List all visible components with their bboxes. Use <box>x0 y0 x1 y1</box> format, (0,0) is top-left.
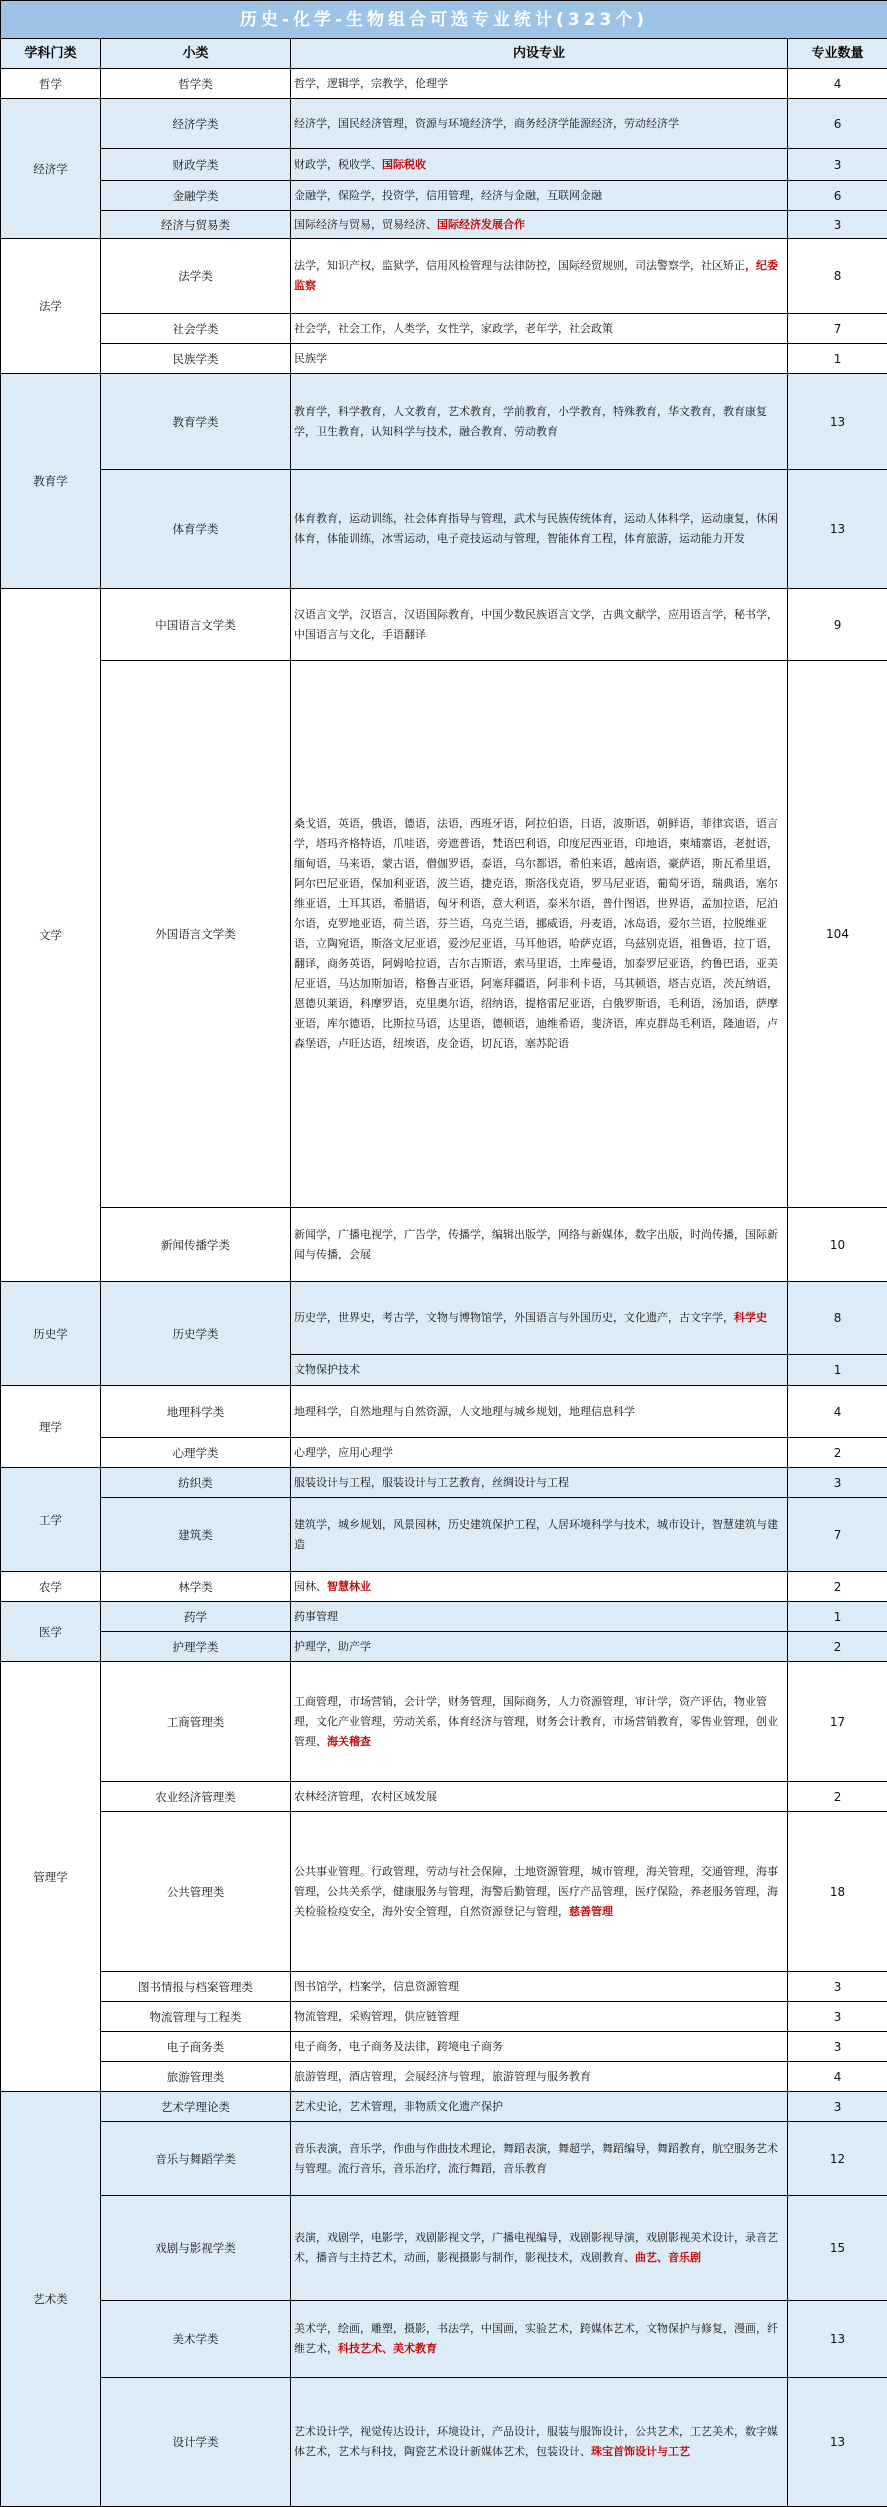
table-row <box>1 1438 887 1468</box>
subcategory-cell: 心理学类 <box>101 1438 291 1468</box>
majors-cell <box>291 1572 788 1602</box>
majors-text: 哲学，逻辑学，宗教学，伦理学 <box>294 77 448 90</box>
majors-text: 民族学 <box>294 352 327 365</box>
table-row <box>1 470 887 589</box>
majors-cell <box>291 99 788 149</box>
subcategory-cell: 药学 <box>101 1602 291 1632</box>
count-cell: 3 <box>788 211 887 239</box>
majors-cell <box>291 149 788 181</box>
table-row <box>1 2378 887 2507</box>
count-cell: 1 <box>788 344 887 374</box>
table-row <box>1 99 887 149</box>
subcategory-cell: 新闻传播学类 <box>101 1208 291 1282</box>
majors-text: 汉语言文学，汉语言，汉语国际教育，中国少数民族语言文学，古典文献学，应用语言学，秘书学，中国语言与文化，手语翻译 <box>294 608 778 641</box>
table-row <box>1 661 887 1208</box>
majors-cell <box>291 2092 788 2122</box>
subcategory-cell: 外国语言文学类 <box>101 661 291 1208</box>
majors-text: 体育教育，运动训练，社会体育指导与管理，武术与民族传统体育，运动人体科学，运动康复，休闲体育，体能训练，冰雪运动，电子竞技运动与管理，智能体育工程，体育旅游，运动能力开发 <box>294 512 778 545</box>
count-cell: 4 <box>788 69 887 99</box>
subcategory-cell: 经济学类 <box>101 99 291 149</box>
subcategory-cell: 历史学类 <box>101 1282 291 1386</box>
subcategory-cell: 图书情报与档案管理类 <box>101 1972 291 2002</box>
majors-text: 金融学，保险学，投资学，信用管理，经济与金融，互联网金融 <box>294 189 602 202</box>
majors-cell <box>291 1662 788 1782</box>
majors-cell <box>291 1282 788 1355</box>
majors-cell <box>291 344 788 374</box>
majors-cell <box>291 1208 788 1282</box>
category-cell: 工学 <box>1 1468 101 1572</box>
majors-cell <box>291 314 788 344</box>
majors-text: 服装设计与工程，服装设计与工艺教育，丝绸设计与工程 <box>294 1476 569 1489</box>
subcategory-cell: 建筑类 <box>101 1498 291 1572</box>
count-cell: 4 <box>788 1386 887 1438</box>
table-row <box>1 1498 887 1572</box>
count-cell: 3 <box>788 149 887 181</box>
majors-text: 新闻学，广播电视学，广告学，传播学，编辑出版学，网络与新媒体，数字出版，时尚传播，国际新闻与传播，会展 <box>294 1228 778 1261</box>
majors-cell <box>291 2301 788 2378</box>
count-cell: 4 <box>788 2062 887 2092</box>
category-cell: 艺术类 <box>1 2092 101 2507</box>
majors-text: 艺术设计学，视觉传达设计，环境设计，产品设计，服装与服饰设计，公共艺术，工艺美术，数字媒体艺术，艺术与科技，陶瓷艺术设计新媒体艺术，包装设计、 <box>294 2425 778 2458</box>
count-cell: 9 <box>788 589 887 661</box>
table-row <box>1 1632 887 1662</box>
table-row <box>1 2002 887 2032</box>
count-cell: 13 <box>788 2378 887 2507</box>
majors-text: 表演，戏剧学，电影学，戏剧影视文学，广播电视编导，戏剧影视导演，戏剧影视美术设计，录音艺术，播音与主持艺术，动画，影视摄影与制作，影视技术，戏剧教育、 <box>294 2231 778 2264</box>
majors-cell <box>291 181 788 211</box>
majors-cell <box>291 1386 788 1438</box>
table-row <box>1 149 887 181</box>
column-header-count: 专业数量 <box>788 39 887 69</box>
count-cell: 7 <box>788 314 887 344</box>
count-cell: 13 <box>788 470 887 589</box>
new-major-highlight: 海关稽查 <box>327 1735 371 1748</box>
count-cell: 3 <box>788 2032 887 2062</box>
table-row <box>1 374 887 470</box>
majors-cell <box>291 1355 788 1386</box>
category-cell: 理学 <box>1 1386 101 1468</box>
count-cell: 17 <box>788 1662 887 1782</box>
majors-text: 公共事业管理。行政管理，劳动与社会保障，土地资源管理，城市管理，海关管理，交通管理，海事管理，公共关系学，健康服务与管理，海警后勤管理，医疗产品管理，医疗保险，养老服务管理，海关检验检疫安全，海外安全管理，自然资源登记与管理， <box>294 1865 778 1918</box>
majors-cell <box>291 1468 788 1498</box>
majors-cell <box>291 1782 788 1812</box>
category-cell: 法学 <box>1 239 101 374</box>
table-row <box>1 2122 887 2196</box>
subcategory-cell: 电子商务类 <box>101 2032 291 2062</box>
count-cell: 13 <box>788 2301 887 2378</box>
count-cell: 2 <box>788 1782 887 1812</box>
majors-cell <box>291 2122 788 2196</box>
table-row <box>1 181 887 211</box>
subcategory-cell: 设计学类 <box>101 2378 291 2507</box>
majors-text: 园林、 <box>294 1580 327 1593</box>
subcategory-cell: 中国语言文学类 <box>101 589 291 661</box>
majors-cell <box>291 2002 788 2032</box>
majors-cell <box>291 2378 788 2507</box>
majors-text: 社会学，社会工作，人类学，女性学，家政学，老年学，社会政策 <box>294 322 613 335</box>
table-row <box>1 1208 887 1282</box>
majors-text: 历史学，世界史，考古学，文物与博物馆学，外国语言与外国历史，文化遗产，古文字学， <box>294 1311 734 1324</box>
table-row <box>1 239 887 314</box>
subcategory-cell: 戏剧与影视学类 <box>101 2196 291 2301</box>
majors-text: 工商管理，市场营销，会计学，财务管理，国际商务，人力资源管理，审计学，资产评估，物业管理，文化产业管理，劳动关系，体育经济与管理，财务会计教育，市场营销教育，零售业管理，创业管理、 <box>294 1695 778 1748</box>
table-row <box>1 1662 887 1782</box>
table-row <box>1 589 887 661</box>
category-cell: 哲学 <box>1 69 101 99</box>
table-row <box>1 344 887 374</box>
subcategory-cell: 工商管理类 <box>101 1662 291 1782</box>
new-major-highlight: ，纪委监察 <box>294 259 778 292</box>
majors-text: 图书馆学，档案学，信息资源管理 <box>294 1980 459 1993</box>
category-cell: 医学 <box>1 1602 101 1662</box>
category-cell: 历史学 <box>1 1282 101 1386</box>
majors-text: 法学，知识产权，监狱学，信用风检管理与法律防控，国际经贸规则，司法警察学，社区矫正 <box>294 259 745 272</box>
new-major-highlight: 智慧林业 <box>327 1580 371 1593</box>
new-major-highlight: 慈善管理 <box>569 1905 613 1918</box>
majors-cell <box>291 211 788 239</box>
count-cell: 18 <box>788 1812 887 1972</box>
subcategory-cell: 哲学类 <box>101 69 291 99</box>
category-cell: 经济学 <box>1 99 101 239</box>
count-cell: 8 <box>788 1282 887 1355</box>
table-row <box>1 1782 887 1812</box>
category-cell: 管理学 <box>1 1662 101 2092</box>
subcategory-cell: 艺术学理论类 <box>101 2092 291 2122</box>
count-cell: 6 <box>788 181 887 211</box>
category-cell: 农学 <box>1 1572 101 1602</box>
subcategory-cell: 农业经济管理类 <box>101 1782 291 1812</box>
majors-cell <box>291 1812 788 1972</box>
table-row <box>1 1972 887 2002</box>
new-major-highlight: 曲艺、音乐剧 <box>635 2251 701 2264</box>
new-major-highlight: 科技艺术、美术教育 <box>338 2342 437 2355</box>
new-major-highlight: 科学史 <box>734 1311 767 1324</box>
subcategory-cell: 教育学类 <box>101 374 291 470</box>
majors-text: 药事管理 <box>294 1610 338 1623</box>
subcategory-cell: 经济与贸易类 <box>101 211 291 239</box>
majors-text: 财政学，税收学、 <box>294 158 382 171</box>
majors-text: 心理学，应用心理学 <box>294 1446 393 1459</box>
majors-text: 地理科学，自然地理与自然资源，人文地理与城乡规划，地理信息科学 <box>294 1405 635 1418</box>
new-major-highlight: 国际经济发展合作 <box>437 218 525 231</box>
subcategory-cell: 护理学类 <box>101 1632 291 1662</box>
new-major-highlight: 珠宝首饰设计与工艺 <box>591 2445 690 2458</box>
majors-text: 教育学，科学教育，人文教育，艺术教育，学前教育，小学教育，特殊教育，华文教育，教育康复学，卫生教育，认知科学与技术，融合教育、劳动教育 <box>294 405 767 438</box>
count-cell: 3 <box>788 2092 887 2122</box>
majors-cell <box>291 1632 788 1662</box>
majors-text: 美术学，绘画，雕塑，摄影，书法学，中国画，实验艺术，跨媒体艺术，文物保护与修复，漫画，纤维艺术， <box>294 2322 778 2355</box>
subcategory-cell: 民族学类 <box>101 344 291 374</box>
majors-text: 音乐表演，音乐学，作曲与作曲技术理论，舞蹈表演，舞超学，舞蹈编导，舞蹈教育，航空服务艺术与管理。流行音乐，音乐治疗，流行舞蹈，音乐教育 <box>294 2142 778 2175</box>
table-row <box>1 2062 887 2092</box>
majors-text: 艺术史论，艺术管理，非物质文化遗产保护 <box>294 2100 503 2113</box>
count-cell: 3 <box>788 1972 887 2002</box>
table-body <box>1 69 887 2507</box>
column-header-subcategory: 小类 <box>101 39 291 69</box>
count-cell: 10 <box>788 1208 887 1282</box>
subcategory-cell: 法学类 <box>101 239 291 314</box>
majors-text: 桑戈语，英语，俄语，德语，法语，西班牙语，阿拉伯语，日语，波斯语，朝鲜语，菲律宾语，语言学，塔玛齐格特语，爪哇语，旁遮普语，梵语巴利语，印度尼西亚语，印地语，柬埔寨语，老挝语，缅甸语，马来语，蒙古语，僧伽罗语，泰语，乌尔都语，希伯来语，越南语，豪萨语，斯瓦希里语，阿尔巴尼亚语，保加利亚语，波兰语，捷克语，斯洛伐克语，罗马尼亚语，葡萄牙语，瑞典语，塞尔维亚语，土耳其语，希腊语，匈牙利语，意大利语，泰米尔语，普什图语，世界语，孟加拉语，尼泊尔语，克罗地亚语，荷兰语，芬兰语，乌克兰语，挪威语，丹麦语，冰岛语，爱尔兰语，拉脱维亚语，立陶宛语，斯洛文尼亚语，爱沙尼亚语，马耳他语，哈萨克语，乌兹别克语，祖鲁语，拉丁语，翻译，商务英语，阿姆哈拉语，吉尔吉斯语，索马里语，土库曼语，加泰罗尼亚语，约鲁巴语，亚美尼亚语，马达加斯加语，格鲁吉亚语，阿塞拜疆语，阿非利卡语，马其顿语，塔吉克语，茨瓦纳语，恩德贝莱语，科摩罗语，克里奥尔语，绍纳语，提格雷尼亚语，白俄罗斯语，毛利语，汤加语，萨摩亚语，库尔德语，比斯拉马语，达里语，德顿语，迪维希语，斐济语，库克群岛毛利语，隆迪语，卢森堡语，卢旺达语，纽埃语，皮金语，切瓦语，塞苏陀语 <box>294 817 778 1050</box>
majors-cell <box>291 2196 788 2301</box>
table-row <box>1 1386 887 1438</box>
count-cell: 7 <box>788 1498 887 1572</box>
count-cell: 1 <box>788 1355 887 1386</box>
table-title: 历史-化学-生物组合可选专业统计(323个) <box>1 1 887 39</box>
new-major-highlight: 国际税收 <box>382 158 426 171</box>
majors-text: 农林经济管理，农村区域发展 <box>294 1790 437 1803</box>
subcategory-cell: 公共管理类 <box>101 1812 291 1972</box>
majors-cell <box>291 69 788 99</box>
count-cell: 1 <box>788 1602 887 1632</box>
count-cell: 104 <box>788 661 887 1208</box>
majors-cell <box>291 2062 788 2092</box>
majors-cell <box>291 2032 788 2062</box>
subcategory-cell: 金融学类 <box>101 181 291 211</box>
subcategory-cell: 纺织类 <box>101 1468 291 1498</box>
majors-text: 文物保护技术 <box>294 1363 360 1376</box>
majors-text: 护理学，助产学 <box>294 1640 371 1653</box>
subcategory-cell: 财政学类 <box>101 149 291 181</box>
table-row <box>1 2092 887 2122</box>
table-row <box>1 2301 887 2378</box>
column-header-majors: 内设专业 <box>291 39 788 69</box>
table-row <box>1 1282 887 1355</box>
table-row <box>1 211 887 239</box>
table-row <box>1 314 887 344</box>
table-row <box>1 1812 887 1972</box>
subcategory-cell: 地理科学类 <box>101 1386 291 1438</box>
column-header-category: 学科门类 <box>1 39 101 69</box>
count-cell: 12 <box>788 2122 887 2196</box>
majors-cell <box>291 589 788 661</box>
majors-cell <box>291 239 788 314</box>
table-row <box>1 2196 887 2301</box>
count-cell: 15 <box>788 2196 887 2301</box>
count-cell: 2 <box>788 1438 887 1468</box>
count-cell: 3 <box>788 1468 887 1498</box>
majors-text: 建筑学，城乡规划，风景园林，历史建筑保护工程，人居环境科学与技术，城市设计，智慧建筑与建造 <box>294 1518 778 1551</box>
subcategory-cell: 旅游管理类 <box>101 2062 291 2092</box>
table-row <box>1 2032 887 2062</box>
subcategory-cell: 社会学类 <box>101 314 291 344</box>
majors-cell <box>291 470 788 589</box>
subcategory-cell: 体育学类 <box>101 470 291 589</box>
majors-text: 电子商务，电子商务及法律，跨境电子商务 <box>294 2040 503 2053</box>
majors-text: 旅游管理，酒店管理，会展经济与管理，旅游管理与服务教育 <box>294 2070 591 2083</box>
category-cell: 教育学 <box>1 374 101 589</box>
table-row <box>1 1602 887 1632</box>
count-cell: 6 <box>788 99 887 149</box>
majors-text: 物流管理，采购管理，供应链管理 <box>294 2010 459 2023</box>
count-cell: 8 <box>788 239 887 314</box>
subcategory-cell: 美术学类 <box>101 2301 291 2378</box>
count-cell: 3 <box>788 2002 887 2032</box>
category-cell: 文学 <box>1 589 101 1282</box>
majors-cell <box>291 1498 788 1572</box>
majors-text: 经济学，国民经济管理，资源与环境经济学，商务经济学能源经济，劳动经济学 <box>294 117 679 130</box>
table-row <box>1 1572 887 1602</box>
subcategory-cell: 林学类 <box>101 1572 291 1602</box>
majors-cell <box>291 1602 788 1632</box>
majors-cell <box>291 1972 788 2002</box>
count-cell: 13 <box>788 374 887 470</box>
count-cell: 2 <box>788 1632 887 1662</box>
count-cell: 2 <box>788 1572 887 1602</box>
majors-cell <box>291 661 788 1208</box>
subcategory-cell: 物流管理与工程类 <box>101 2002 291 2032</box>
table-row <box>1 1468 887 1498</box>
table-row <box>1 69 887 99</box>
subcategory-cell: 音乐与舞蹈学类 <box>101 2122 291 2196</box>
majors-text: 国际经济与贸易，贸易经济、 <box>294 218 437 231</box>
majors-cell <box>291 374 788 470</box>
majors-cell <box>291 1438 788 1468</box>
